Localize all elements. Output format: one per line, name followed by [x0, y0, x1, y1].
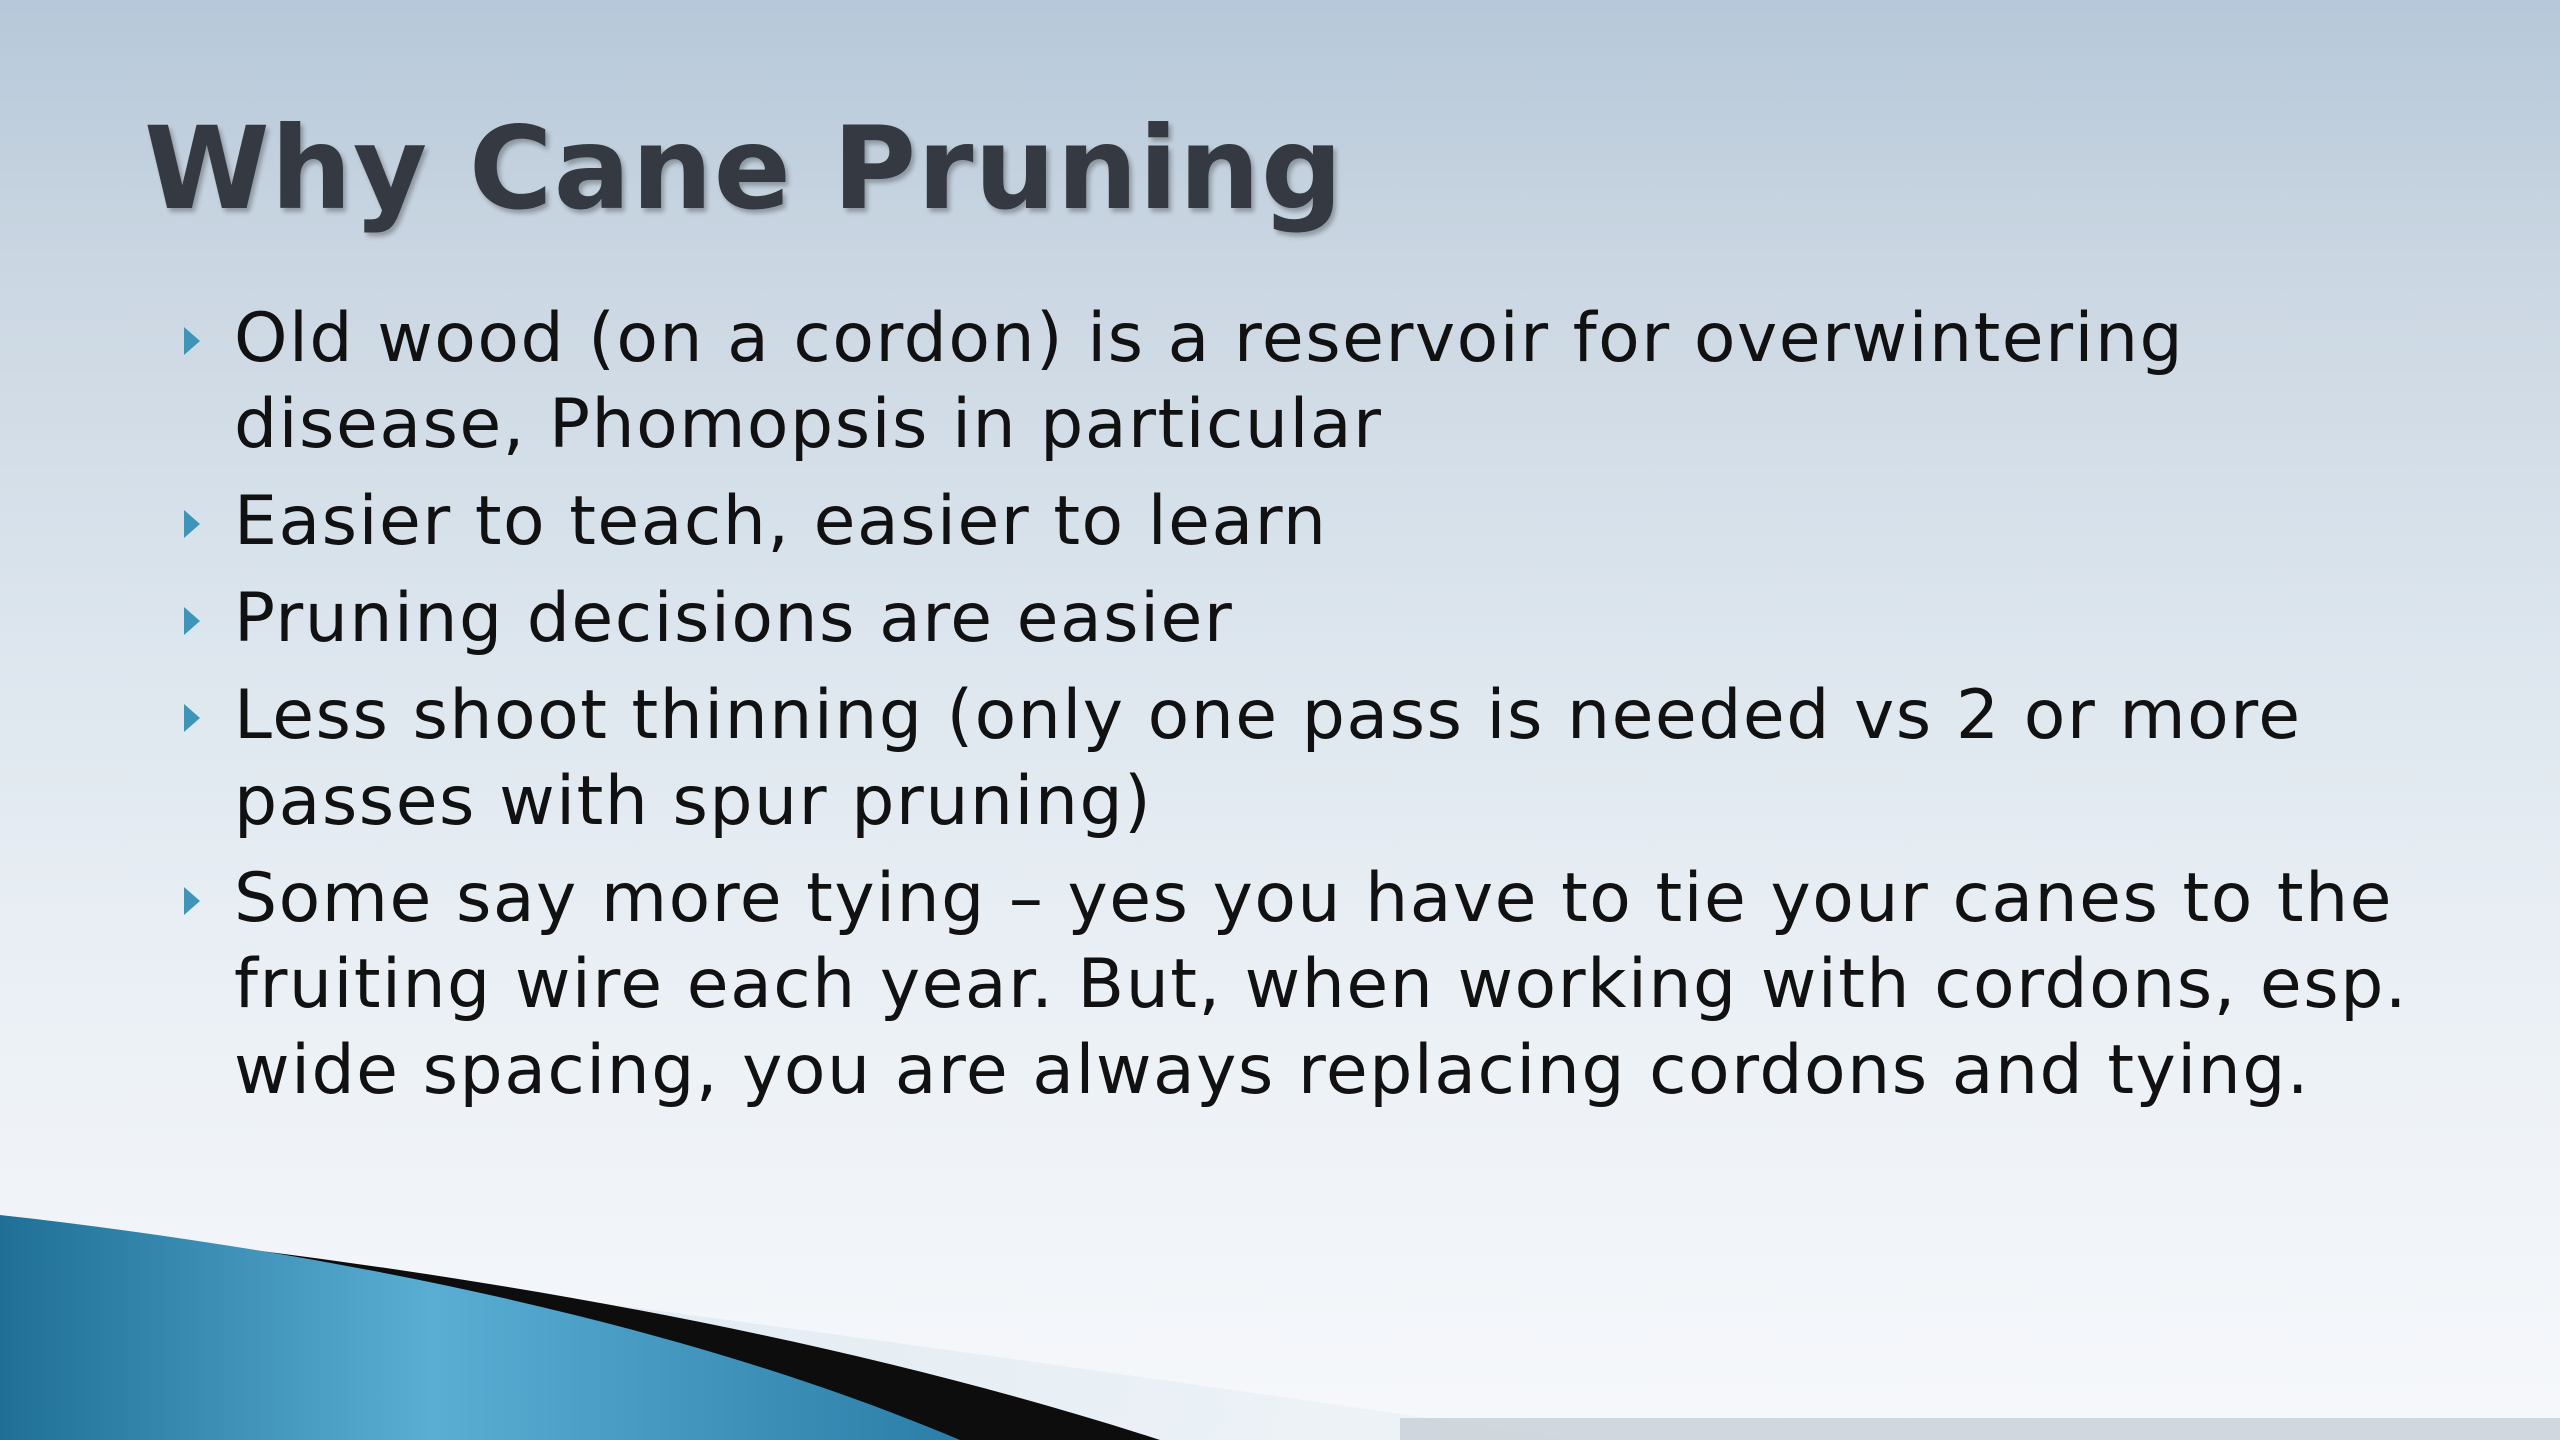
bullet-item — [180, 296, 2440, 468]
triangle-bullet-icon — [184, 607, 200, 635]
bullet-item — [180, 479, 2440, 565]
triangle-bullet-icon — [184, 510, 200, 538]
bullet-text: Some say more tying – yes you have to tie your canes to the fruiting wire each year. But, when working with cordons, esp. wide spacing, you are always replacing cordons and tying. — [234, 859, 2408, 1110]
bullet-text: Pruning decisions are easier — [234, 579, 1234, 658]
triangle-bullet-icon — [184, 327, 200, 355]
bullet-text: Less shoot thinning (only one pass is needed vs 2 or more passes with spur pruning) — [234, 676, 2302, 841]
bullet-item — [180, 673, 2440, 845]
triangle-bullet-icon — [184, 887, 200, 915]
bullet-list — [180, 296, 2440, 1125]
triangle-bullet-icon — [184, 704, 200, 732]
bullet-text: Old wood (on a cordon) is a reservoir for overwintering disease, Phomopsis in particular — [234, 299, 2185, 464]
bullet-text: Easier to teach, easier to learn — [234, 482, 1328, 561]
bullet-item — [180, 576, 2440, 662]
bullet-item — [180, 856, 2440, 1114]
slide-title: Why Cane Pruning — [144, 102, 1344, 235]
